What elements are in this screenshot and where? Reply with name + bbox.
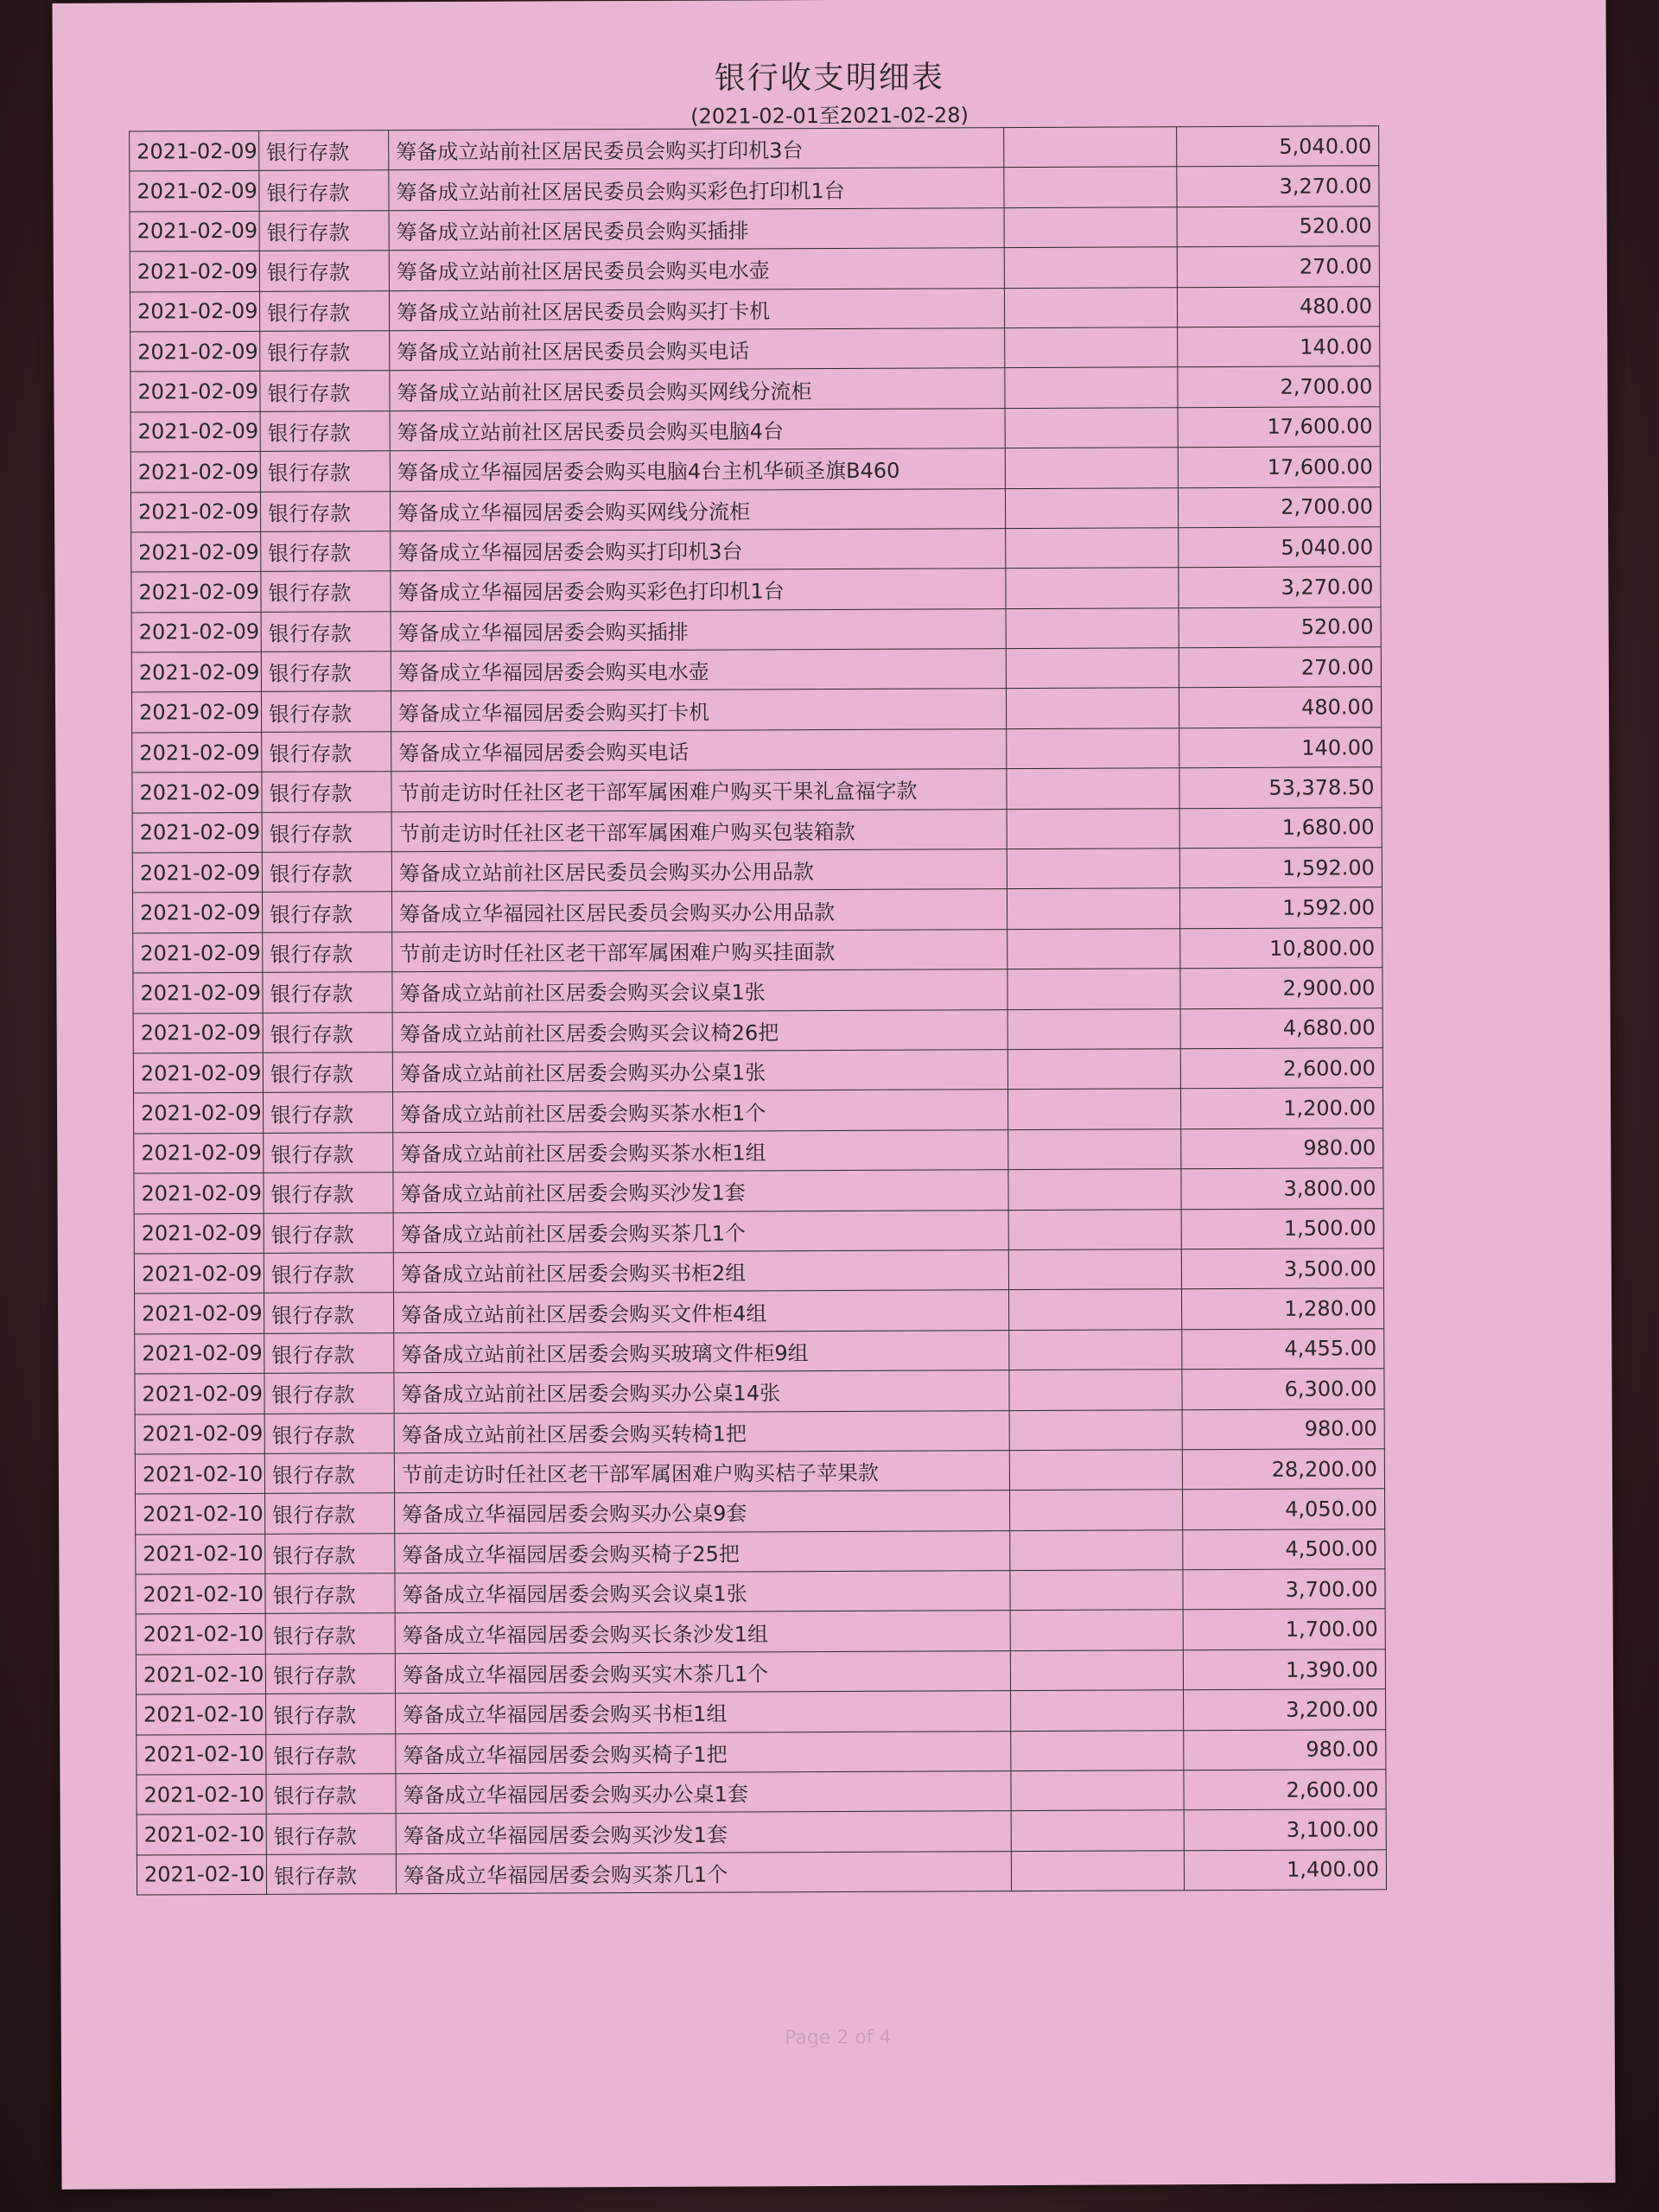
account-cell: 银行存款 xyxy=(261,611,391,652)
date-cell: 2021-02-09 xyxy=(131,692,261,733)
account-cell: 银行存款 xyxy=(259,130,389,171)
table-row xyxy=(137,1850,1386,1896)
account-cell: 银行存款 xyxy=(265,1573,395,1614)
blank-cell xyxy=(1009,1450,1182,1491)
table-row xyxy=(137,1770,1386,1815)
blank-cell xyxy=(1011,1730,1184,1770)
table-row xyxy=(134,1168,1383,1214)
blank-cell xyxy=(1005,487,1178,528)
blank-cell xyxy=(1010,1490,1183,1530)
date-cell: 2021-02-09 xyxy=(134,1133,264,1173)
blank-cell xyxy=(1007,888,1179,929)
blank-cell xyxy=(1004,207,1177,248)
description-cell: 筹备成立站前社区居委会购买茶几1个 xyxy=(393,1210,1008,1252)
table-row xyxy=(137,1729,1386,1775)
account-cell: 银行存款 xyxy=(264,1132,393,1173)
blank-cell xyxy=(1006,688,1179,728)
date-cell: 2021-02-09 xyxy=(130,372,260,412)
account-cell: 银行存款 xyxy=(264,1173,393,1213)
amount-cell: 1,592.00 xyxy=(1179,887,1382,928)
table-row xyxy=(130,327,1380,372)
amount-cell: 6,300.00 xyxy=(1182,1369,1384,1409)
description-cell: 筹备成立站前社区居民委员会购买电水壶 xyxy=(389,248,1004,290)
account-cell: 银行存款 xyxy=(266,1774,396,1815)
date-cell: 2021-02-09 xyxy=(131,531,261,572)
description-cell: 筹备成立站前社区居民委员会购买办公用品款 xyxy=(391,849,1007,892)
table-row xyxy=(132,807,1382,853)
description-cell: 筹备成立华福园居委会购买打卡机 xyxy=(391,689,1006,731)
amount-cell: 2,700.00 xyxy=(1178,366,1380,407)
date-cell: 2021-02-09 xyxy=(132,812,262,853)
amount-cell: 1,500.00 xyxy=(1181,1208,1383,1249)
amount-cell: 10,800.00 xyxy=(1180,928,1382,969)
description-cell: 筹备成立站前社区居委会购买会议桌1张 xyxy=(392,969,1007,1012)
amount-cell: 2,900.00 xyxy=(1180,968,1382,1008)
account-cell: 银行存款 xyxy=(266,1733,396,1774)
amount-cell: 3,800.00 xyxy=(1181,1168,1383,1209)
blank-cell xyxy=(1004,247,1177,288)
account-cell: 银行存款 xyxy=(260,410,390,451)
account-cell: 银行存款 xyxy=(266,1854,396,1895)
amount-cell: 980.00 xyxy=(1184,1729,1386,1770)
table-row xyxy=(136,1609,1385,1655)
account-cell: 银行存款 xyxy=(264,1413,394,1453)
table-row xyxy=(130,166,1379,212)
ledger-body xyxy=(130,126,1387,1895)
table-row xyxy=(132,767,1382,813)
table-row xyxy=(136,1529,1385,1574)
description-cell: 筹备成立站前社区居民委员会购买网线分流柜 xyxy=(390,368,1005,410)
description-cell: 筹备成立华福园居委会购买会议桌1张 xyxy=(395,1571,1010,1613)
date-cell: 2021-02-09 xyxy=(132,893,262,933)
blank-cell xyxy=(1009,1370,1182,1410)
account-cell: 银行存款 xyxy=(263,1092,392,1133)
amount-cell: 2,700.00 xyxy=(1178,486,1380,527)
table-row xyxy=(133,1048,1382,1094)
account-cell: 银行存款 xyxy=(264,1212,393,1253)
blank-cell xyxy=(1011,1770,1184,1811)
amount-cell: 1,390.00 xyxy=(1183,1649,1385,1690)
account-cell: 银行存款 xyxy=(259,251,389,291)
ledger-sheet xyxy=(52,0,1615,2190)
table-row xyxy=(135,1328,1384,1374)
description-cell: 筹备成立华福园居委会购买椅子1把 xyxy=(396,1731,1011,1773)
account-cell: 银行存款 xyxy=(261,531,391,572)
description-cell: 节前走访时任社区老干部军属困难户购买挂面款 xyxy=(392,929,1007,971)
date-cell: 2021-02-09 xyxy=(130,411,260,452)
table-row xyxy=(135,1369,1384,1414)
description-cell: 筹备成立站前社区居委会购买办公桌1张 xyxy=(392,1050,1007,1092)
table-row xyxy=(135,1449,1384,1495)
amount-cell: 2,600.00 xyxy=(1184,1770,1386,1810)
table-row xyxy=(135,1408,1384,1454)
account-cell: 银行存款 xyxy=(259,170,389,211)
table-row xyxy=(133,1007,1382,1053)
date-range: (2021-02-01至2021-02-28) xyxy=(690,103,969,129)
table-row xyxy=(135,1288,1384,1334)
date-cell: 2021-02-10 xyxy=(137,1815,266,1855)
date-cell: 2021-02-09 xyxy=(130,211,259,251)
table-row xyxy=(134,1208,1383,1254)
description-cell: 筹备成立站前社区居民委员会购买电话 xyxy=(390,328,1005,371)
amount-cell: 270.00 xyxy=(1177,246,1379,287)
description-cell: 筹备成立站前社区居委会购买茶水柜1个 xyxy=(392,1090,1007,1132)
amount-cell: 1,700.00 xyxy=(1183,1609,1385,1649)
table-row xyxy=(134,1128,1383,1173)
amount-cell: 3,200.00 xyxy=(1184,1689,1386,1730)
blank-cell xyxy=(1006,648,1179,689)
table-row xyxy=(134,1249,1383,1294)
account-cell: 银行存款 xyxy=(262,892,391,932)
table-row xyxy=(131,527,1381,573)
account-cell: 银行存款 xyxy=(264,1253,393,1294)
blank-cell xyxy=(1007,969,1180,1009)
blank-cell xyxy=(1009,1329,1182,1370)
account-cell: 银行存款 xyxy=(260,491,390,531)
date-cell: 2021-02-10 xyxy=(137,1734,266,1775)
date-cell: 2021-02-09 xyxy=(133,1093,263,1134)
account-cell: 银行存款 xyxy=(259,290,389,331)
description-cell: 筹备成立华福园居委会购买网线分流柜 xyxy=(390,488,1005,531)
amount-cell: 28,200.00 xyxy=(1182,1449,1384,1490)
table-row xyxy=(130,366,1380,412)
amount-cell: 2,600.00 xyxy=(1180,1048,1382,1089)
date-cell: 2021-02-09 xyxy=(130,251,259,292)
account-cell: 银行存款 xyxy=(263,1052,392,1093)
table-row xyxy=(130,207,1379,252)
date-cell: 2021-02-09 xyxy=(135,1333,264,1374)
amount-cell: 520.00 xyxy=(1177,207,1379,247)
description-cell: 筹备成立华福园社区居民委员会购买办公用品款 xyxy=(391,889,1007,931)
blank-cell xyxy=(1010,1650,1183,1691)
date-cell: 2021-02-09 xyxy=(130,331,260,372)
description-cell: 筹备成立华福园居委会购买插排 xyxy=(391,608,1006,651)
date-cell: 2021-02-10 xyxy=(136,1494,265,1535)
account-cell: 银行存款 xyxy=(263,932,392,973)
date-cell: 2021-02-09 xyxy=(133,973,263,1014)
table-row xyxy=(136,1489,1385,1535)
table-row xyxy=(132,848,1382,893)
date-cell: 2021-02-10 xyxy=(137,1774,266,1815)
date-cell: 2021-02-09 xyxy=(135,1294,264,1334)
blank-cell xyxy=(1010,1610,1183,1650)
account-cell: 银行存款 xyxy=(264,1453,394,1494)
blank-cell xyxy=(1004,127,1177,168)
amount-cell: 53,378.50 xyxy=(1179,767,1382,808)
date-cell: 2021-02-09 xyxy=(133,932,263,973)
account-cell: 银行存款 xyxy=(264,1293,394,1333)
blank-cell xyxy=(1010,1570,1183,1611)
table-row xyxy=(132,728,1382,773)
account-cell: 银行存款 xyxy=(264,1373,394,1414)
amount-cell: 3,270.00 xyxy=(1177,166,1379,207)
description-cell: 筹备成立华福园居委会购买椅子25把 xyxy=(395,1530,1010,1573)
date-cell: 2021-02-09 xyxy=(134,1173,264,1214)
blank-cell xyxy=(1011,1810,1184,1851)
blank-cell xyxy=(1008,1169,1181,1210)
page-number: Page 2 of 4 xyxy=(784,2026,892,2050)
account-cell: 银行存款 xyxy=(265,1654,395,1694)
page-title: 银行收支明细表 xyxy=(714,60,944,97)
amount-cell: 1,680.00 xyxy=(1179,807,1382,848)
table-row xyxy=(136,1569,1385,1615)
account-cell: 银行存款 xyxy=(265,1613,395,1654)
description-cell: 筹备成立华福园居委会购买书柜1组 xyxy=(396,1691,1011,1733)
blank-cell xyxy=(1006,528,1179,569)
blank-cell xyxy=(1007,849,1179,889)
account-cell: 银行存款 xyxy=(262,852,391,893)
description-cell: 筹备成立华福园居委会购买茶几1个 xyxy=(396,1851,1011,1893)
date-cell: 2021-02-09 xyxy=(133,1052,263,1093)
amount-cell: 1,400.00 xyxy=(1184,1850,1386,1891)
blank-cell xyxy=(1005,407,1178,448)
account-cell: 银行存款 xyxy=(263,1012,392,1052)
description-cell: 筹备成立站前社区居委会购买转椅1把 xyxy=(394,1410,1009,1452)
description-cell: 筹备成立华福园居委会购买实木茶几1个 xyxy=(395,1650,1010,1693)
amount-cell: 980.00 xyxy=(1181,1128,1383,1168)
blank-cell xyxy=(1006,607,1179,648)
ledger-table xyxy=(129,125,1387,1895)
date-cell: 2021-02-09 xyxy=(135,1373,264,1414)
blank-cell xyxy=(1007,929,1180,969)
table-row xyxy=(130,406,1380,452)
description-cell: 筹备成立华福园居委会购买打印机3台 xyxy=(391,529,1006,571)
account-cell: 银行存款 xyxy=(261,571,391,612)
date-cell: 2021-02-10 xyxy=(136,1573,265,1614)
description-cell: 筹备成立站前社区居民委员会购买电脑4台 xyxy=(390,408,1005,450)
amount-cell: 17,600.00 xyxy=(1178,406,1380,447)
description-cell: 筹备成立站前社区居民委员会购买打印机3台 xyxy=(389,128,1004,170)
account-cell: 银行存款 xyxy=(263,972,392,1013)
description-cell: 筹备成立站前社区居委会购买会议椅26把 xyxy=(392,1009,1007,1052)
description-cell: 筹备成立华福园居委会购买长条沙发1组 xyxy=(395,1611,1010,1653)
account-cell: 银行存款 xyxy=(262,732,391,772)
blank-cell xyxy=(1011,1690,1184,1731)
table-row xyxy=(136,1649,1385,1695)
date-cell: 2021-02-09 xyxy=(134,1253,264,1294)
description-cell: 筹备成立华福园居委会购买沙发1套 xyxy=(396,1811,1011,1853)
amount-cell: 1,592.00 xyxy=(1179,848,1382,888)
blank-cell xyxy=(1008,1129,1181,1170)
account-cell: 银行存款 xyxy=(261,652,391,692)
table-row xyxy=(130,447,1380,493)
amount-cell: 140.00 xyxy=(1179,728,1382,768)
description-cell: 筹备成立站前社区居民委员会购买打卡机 xyxy=(389,288,1004,330)
table-row xyxy=(131,687,1381,733)
blank-cell xyxy=(1008,1209,1181,1249)
date-cell: 2021-02-09 xyxy=(131,652,261,692)
description-cell: 筹备成立华福园居委会购买彩色打印机1台 xyxy=(391,569,1006,611)
description-cell: 筹备成立华福园居委会购买电脑4台主机华硕圣旗B460 xyxy=(390,448,1005,491)
description-cell: 筹备成立站前社区居民委员会购买插排 xyxy=(389,207,1004,250)
description-cell: 筹备成立华福园居委会购买办公桌9套 xyxy=(395,1491,1010,1533)
date-cell: 2021-02-09 xyxy=(131,572,261,613)
date-cell: 2021-02-09 xyxy=(132,772,262,813)
amount-cell: 3,100.00 xyxy=(1184,1809,1386,1850)
date-cell: 2021-02-09 xyxy=(132,852,262,893)
account-cell: 银行存款 xyxy=(260,371,390,411)
amount-cell: 17,600.00 xyxy=(1178,447,1380,487)
amount-cell: 5,040.00 xyxy=(1177,126,1379,167)
table-row xyxy=(137,1689,1386,1735)
blank-cell xyxy=(1007,1049,1180,1090)
amount-cell: 4,500.00 xyxy=(1183,1529,1385,1569)
description-cell: 筹备成立华福园居委会购买办公桌1套 xyxy=(396,1771,1011,1814)
amount-cell: 270.00 xyxy=(1179,647,1381,688)
table-row xyxy=(133,968,1382,1014)
date-cell: 2021-02-10 xyxy=(136,1534,265,1574)
account-cell: 银行存款 xyxy=(261,691,391,732)
amount-cell: 1,280.00 xyxy=(1181,1288,1383,1329)
table-row xyxy=(132,887,1382,933)
blank-cell xyxy=(1007,808,1179,849)
blank-cell xyxy=(1007,768,1179,809)
amount-cell: 520.00 xyxy=(1179,607,1381,647)
description-cell: 筹备成立站前社区居委会购买文件柜4组 xyxy=(394,1290,1009,1332)
amount-cell: 5,040.00 xyxy=(1179,527,1381,568)
account-cell: 银行存款 xyxy=(265,1533,395,1573)
description-cell: 筹备成立华福园居委会购买电话 xyxy=(391,728,1007,771)
table-row xyxy=(130,486,1380,532)
table-row xyxy=(131,607,1381,652)
blank-cell xyxy=(1006,568,1179,608)
amount-cell: 3,270.00 xyxy=(1179,567,1381,607)
date-cell: 2021-02-09 xyxy=(130,492,260,532)
date-cell: 2021-02-10 xyxy=(135,1453,264,1494)
table-row xyxy=(130,126,1379,172)
account-cell: 银行存款 xyxy=(260,331,390,372)
amount-cell: 4,455.00 xyxy=(1182,1328,1384,1369)
blank-cell xyxy=(1010,1529,1183,1570)
blank-cell xyxy=(1011,1851,1184,1891)
amount-cell: 140.00 xyxy=(1178,327,1380,367)
blank-cell xyxy=(1008,1249,1181,1290)
table-row xyxy=(130,286,1379,332)
blank-cell xyxy=(1004,167,1177,207)
amount-cell: 3,500.00 xyxy=(1181,1249,1383,1289)
blank-cell xyxy=(1007,1089,1180,1129)
amount-cell: 4,680.00 xyxy=(1180,1007,1382,1048)
blank-cell xyxy=(1005,367,1178,408)
table-row xyxy=(130,246,1379,292)
blank-cell xyxy=(1005,327,1178,368)
blank-cell xyxy=(1009,1409,1182,1450)
amount-cell: 480.00 xyxy=(1177,286,1379,327)
account-cell: 银行存款 xyxy=(262,811,391,852)
description-cell: 节前走访时任社区老干部军属困难户购买包装箱款 xyxy=(391,809,1007,851)
amount-cell: 480.00 xyxy=(1179,687,1381,728)
date-cell: 2021-02-09 xyxy=(135,1414,264,1454)
account-cell: 银行存款 xyxy=(259,211,389,251)
table-row xyxy=(131,647,1381,693)
blank-cell xyxy=(1007,1008,1180,1049)
date-cell: 2021-02-10 xyxy=(137,1854,266,1895)
description-cell: 筹备成立站前社区居委会购买沙发1套 xyxy=(393,1170,1008,1212)
amount-cell: 3,700.00 xyxy=(1183,1569,1385,1610)
description-cell: 筹备成立华福园居委会购买电水壶 xyxy=(391,649,1006,691)
blank-cell xyxy=(1005,448,1178,488)
amount-cell: 980.00 xyxy=(1182,1408,1384,1449)
date-cell: 2021-02-10 xyxy=(137,1694,266,1735)
date-cell: 2021-02-09 xyxy=(133,1013,263,1053)
date-cell: 2021-02-09 xyxy=(130,130,259,171)
description-cell: 筹备成立站前社区居委会购买书柜2组 xyxy=(393,1250,1008,1293)
blank-cell xyxy=(1004,287,1177,327)
account-cell: 银行存款 xyxy=(262,772,391,812)
description-cell: 节前走访时任社区老干部军属困难户购买桔子苹果款 xyxy=(394,1451,1009,1493)
amount-cell: 1,200.00 xyxy=(1180,1088,1382,1128)
account-cell: 银行存款 xyxy=(266,1694,396,1734)
description-cell: 筹备成立站前社区居委会购买茶水柜1组 xyxy=(393,1129,1008,1172)
date-cell: 2021-02-09 xyxy=(130,171,259,212)
blank-cell xyxy=(1007,728,1179,769)
description-cell: 筹备成立站前社区居委会购买玻璃文件柜9组 xyxy=(394,1330,1009,1372)
date-cell: 2021-02-10 xyxy=(136,1614,265,1655)
account-cell: 银行存款 xyxy=(265,1493,395,1534)
table-row xyxy=(133,1088,1382,1134)
amount-cell: 4,050.00 xyxy=(1183,1489,1385,1529)
date-cell: 2021-02-09 xyxy=(131,612,261,652)
blank-cell xyxy=(1008,1289,1181,1330)
date-cell: 2021-02-10 xyxy=(136,1654,265,1694)
account-cell: 银行存款 xyxy=(266,1814,396,1854)
table-row xyxy=(133,928,1382,974)
table-row xyxy=(137,1809,1386,1855)
description-cell: 筹备成立站前社区居委会购买办公桌14张 xyxy=(394,1370,1009,1413)
description-cell: 筹备成立站前社区居民委员会购买彩色打印机1台 xyxy=(389,168,1004,210)
date-cell: 2021-02-09 xyxy=(134,1213,264,1254)
date-cell: 2021-02-09 xyxy=(130,452,260,493)
account-cell: 银行存款 xyxy=(260,451,390,492)
description-cell: 节前走访时任社区老干部军属困难户购买干果礼盒福字款 xyxy=(391,769,1007,811)
table-row xyxy=(131,567,1381,613)
date-cell: 2021-02-09 xyxy=(132,732,262,772)
account-cell: 银行存款 xyxy=(264,1332,394,1373)
date-cell: 2021-02-09 xyxy=(130,291,259,332)
